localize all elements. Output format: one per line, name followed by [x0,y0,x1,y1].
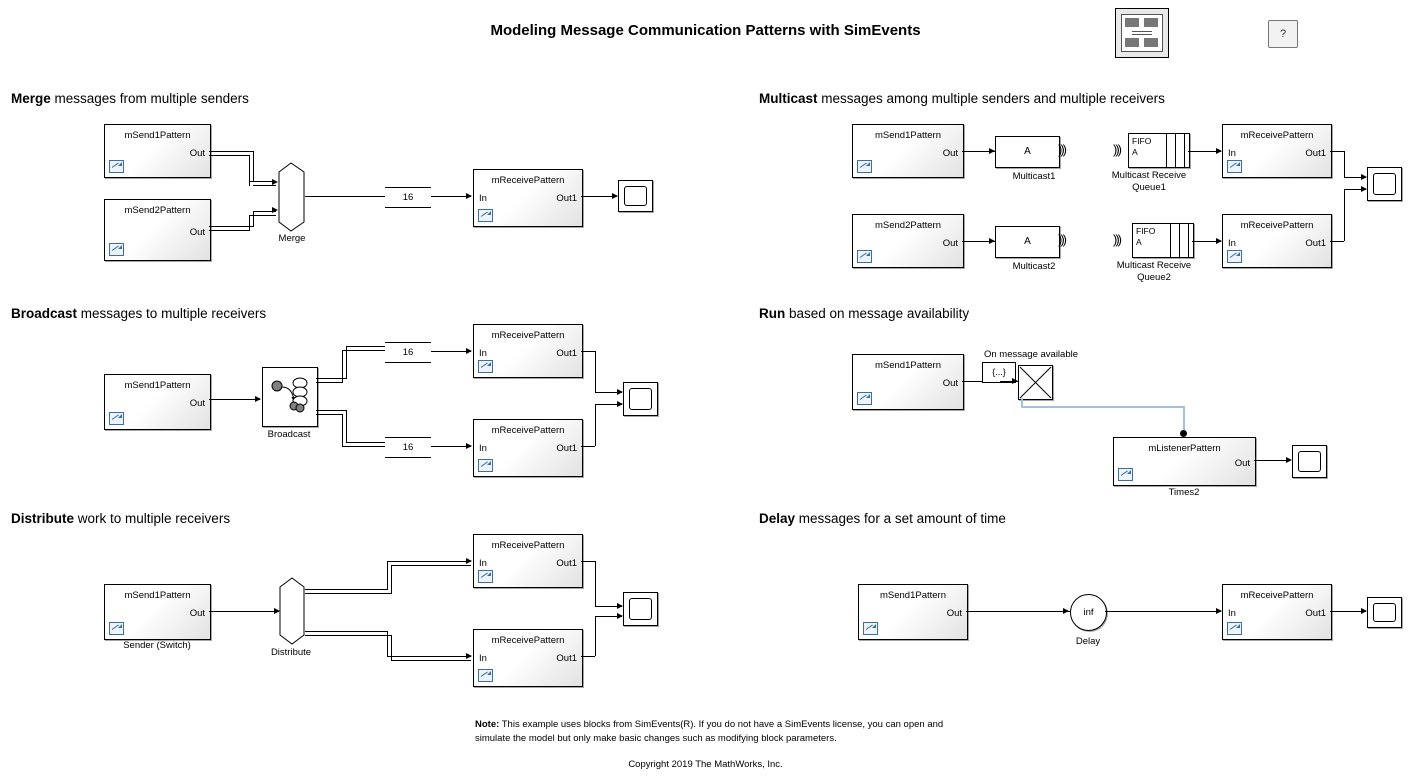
subsystem-icon [863,622,878,635]
block-title: mSend1Pattern [124,590,191,601]
wire-arrow [1063,608,1069,614]
block-multicast1[interactable]: A [995,136,1060,168]
block-port-out1: Out1 [1305,238,1326,249]
subsystem-icon [109,160,124,173]
wire [387,561,388,590]
wire [316,382,342,383]
block-scope-multicast[interactable] [1367,167,1402,201]
block-port-out: Out [189,398,205,409]
wire [249,215,250,231]
wire [581,446,595,447]
wire [305,593,391,594]
queue-mode-label: FIFO [1132,136,1152,146]
block-msend1pattern-broadcast[interactable] [104,374,211,430]
section-heading-distribute-bold: Distribute [11,511,75,526]
wire [342,350,343,383]
multicast-receive-wave-icon: ))) [1113,232,1120,247]
wire [595,561,596,606]
block-title: mSend1Pattern [874,360,941,371]
block-label-multicast1: Multicast1 [1012,171,1056,182]
section-heading-broadcast [11,306,266,321]
subsystem-icon [857,160,872,173]
block-title: mReceivePattern [1240,220,1314,231]
subsystem-icon [478,459,493,472]
wire [1344,151,1345,177]
section-heading-multicast-bold: Multicast [759,91,818,106]
scope-screen [629,598,652,620]
subsystem-icon [1118,468,1133,481]
block-label-queue1-line2: Queue1 [1132,182,1166,193]
wire [581,351,595,352]
model-icon-inner [1121,14,1163,52]
block-port-in: In [1228,608,1236,619]
subsystem-icon [478,669,493,682]
wire-arrow [466,653,472,659]
block-port-out: Out [942,378,958,389]
section-heading-delay-bold: Delay [759,511,796,526]
wire [209,230,249,231]
block-title: mSend1Pattern [124,380,191,391]
block-mreceivepattern-merge[interactable] [473,169,583,227]
block-title: mReceivePattern [491,175,565,186]
block-scope-distribute[interactable] [623,592,658,626]
wire [209,151,253,152]
wire [431,351,471,352]
block-port-out1: Out1 [556,653,577,664]
block-port-in: In [479,558,487,569]
block-scope-broadcast[interactable] [623,382,658,416]
block-merge[interactable] [278,162,305,232]
wire [1330,151,1344,152]
subsystem-icon [1227,160,1242,173]
block-scope-merge[interactable] [618,180,653,212]
wire [1254,460,1290,461]
queue-topic-label: A [1136,237,1142,247]
section-heading-distribute-rest: work to multiple receivers [74,511,231,526]
block-label-times2: Times2 [1168,487,1200,498]
section-heading-merge [11,91,249,106]
scope-screen [624,186,647,206]
block-mreceivepattern-multicast1[interactable] [1222,124,1332,178]
block-mlistenerpattern[interactable] [1113,437,1256,486]
block-port-out: Out [189,227,205,238]
block-msend2pattern-merge[interactable] [104,199,211,261]
section-heading-run-rest: based on message availability [785,306,970,321]
block-entity-terminator[interactable] [1018,365,1053,400]
wire [342,446,385,447]
subsystem-icon [478,570,493,583]
section-heading-delay-rest: messages for a set amount of time [795,511,1006,526]
wire [1344,189,1345,241]
wire [581,656,595,657]
wire [316,414,342,415]
wire-arrow [466,558,472,564]
wire [391,660,471,661]
block-label-queue2-line2: Queue2 [1137,272,1171,283]
block-title: mReceivePattern [491,330,565,341]
wire [595,351,596,392]
wire [342,414,343,446]
scope-screen [629,388,652,410]
wire [387,561,471,562]
wire [387,631,388,656]
section-heading-merge-rest: messages from multiple senders [50,91,249,106]
section-heading-merge-bold: Merge [11,91,51,106]
block-port-in: In [479,653,487,664]
block-title: mReceivePattern [1240,590,1314,601]
multicast-receive-wave-icon: ))) [1113,142,1120,157]
wire [391,565,471,566]
block-label-sender-switch: Sender (Switch) [123,640,191,651]
block-multicast-receive-queue2[interactable] [1132,223,1194,258]
wire [431,446,471,447]
subsystem-icon [109,243,124,256]
wire [1330,241,1344,242]
subsystem-icon [857,392,872,405]
wire [305,631,387,632]
block-multicast-receive-queue1[interactable] [1128,133,1190,168]
block-mreceivepattern-broadcast2[interactable] [473,419,583,477]
block-port-in: In [479,348,487,359]
block-title: mSend1Pattern [124,130,191,141]
simulink-model-icon[interactable] [1115,8,1169,58]
block-label-broadcast: Broadcast [267,429,311,440]
scope-screen [1373,603,1396,622]
multicast-wave-icon: ))) [1058,232,1065,247]
block-port-in: In [479,443,487,454]
wire [342,350,385,351]
block-port-out: Out [946,608,962,619]
subsystem-icon [1227,250,1242,263]
block-scope-run[interactable] [1292,445,1327,478]
subsystem-icon [109,412,124,425]
block-port-out: Out [189,608,205,619]
wire [305,589,387,590]
queue-topic-label: A [1132,147,1138,157]
wire [595,404,596,446]
subsystem-icon [1227,622,1242,635]
multicast-wave-icon: ))) [1058,142,1065,157]
wire [209,155,249,156]
wire [581,561,595,562]
copyright-text: Copyright 2019 The MathWorks, Inc. [628,759,783,770]
section-heading-broadcast-bold: Broadcast [11,306,78,321]
block-msend2pattern-multicast[interactable] [852,214,964,268]
block-label-merge: Merge [278,233,306,244]
queue-mode-label: FIFO [1136,226,1156,236]
help-icon[interactable]: ? [1268,20,1298,48]
wire [346,346,385,347]
section-heading-delay [759,511,1006,526]
block-msend1pattern-run[interactable] [852,354,964,410]
block-title: mSend1Pattern [879,590,946,601]
block-port-out1: Out1 [1305,608,1326,619]
block-label-delay: Delay [1075,636,1101,647]
wire [253,211,254,227]
block-title: mReceivePattern [491,540,565,551]
block-label-multicast2: Multicast2 [1012,261,1056,272]
wire [209,399,260,400]
block-label-queue2-line1: Multicast Receive [1116,260,1192,271]
wire [316,410,346,411]
wire [966,611,1070,612]
block-mreceivepattern-multicast2[interactable] [1222,214,1332,268]
wire [1105,611,1221,612]
wire [391,565,392,594]
block-port-in: In [479,193,487,204]
block-msend1pattern-delay[interactable] [858,584,968,640]
wire [431,196,471,197]
block-port-in: In [1228,148,1236,159]
block-title: mReceivePattern [491,425,565,436]
block-msend1pattern-multicast[interactable] [852,124,964,178]
block-port-out1: Out1 [556,348,577,359]
event-line-terminal [1180,430,1187,437]
wire [962,381,982,382]
section-heading-multicast [759,91,1165,106]
block-mreceivepattern-delay[interactable] [1222,584,1332,640]
wire [249,215,276,216]
wire [346,442,385,443]
wire [209,611,279,612]
block-title: mSend2Pattern [874,220,941,231]
note-body: This example uses blocks from SimEvents(R). If you do not have a SimEvents license, you can open and simulate the model but only make basic changes such as modifying block parameters. [475,719,944,744]
block-gain-broadcast-2[interactable]: 16 [385,437,431,458]
wire-arrow [466,443,472,449]
block-title: mSend2Pattern [124,205,191,216]
wire-arrow [255,396,261,402]
page-title: Modeling Message Communication Patterns with SimEvents [490,22,921,39]
block-msend1pattern-merge[interactable] [104,124,211,178]
block-msend1pattern-distribute[interactable] [104,584,211,640]
block-port-out1: Out1 [1305,148,1326,159]
block-broadcast[interactable] [262,367,318,427]
wire [387,656,471,657]
block-port-out1: Out1 [556,558,577,569]
block-port-out: Out [1234,458,1250,469]
wire-arrow [466,348,472,354]
subsystem-icon [478,209,493,222]
block-port-in: In [1228,238,1236,249]
block-port-out1: Out1 [556,193,577,204]
wire [253,185,276,186]
scope-screen [1298,451,1321,472]
block-mreceivepattern-broadcast1[interactable] [473,324,583,378]
section-heading-run-bold: Run [759,306,786,321]
section-heading-multicast-rest: messages among multiple senders and multiple receivers [817,91,1165,106]
block-title: mListenerPattern [1148,443,1221,454]
block-gain-merge[interactable]: 16 [385,187,431,208]
block-title: mReceivePattern [1240,130,1314,141]
subsystem-icon [857,250,872,263]
event-line [1021,406,1185,408]
subsystem-icon [109,622,124,635]
section-heading-broadcast-rest: messages to multiple receivers [77,306,267,321]
block-delay[interactable]: inf [1070,594,1107,631]
section-heading-run [759,306,969,321]
wire [305,196,385,197]
block-gain-broadcast-1[interactable]: 16 [385,342,431,363]
subsystem-icon [478,360,493,373]
wire [346,410,347,442]
block-port-out: Out [189,148,205,159]
wire [253,151,254,182]
wire-arrow [466,193,472,199]
note-bold: Note: [475,719,500,730]
scope-screen [1373,173,1396,195]
wire [209,226,253,227]
block-multicast2[interactable]: A [995,226,1060,258]
block-distribute[interactable] [279,577,305,645]
block-scope-delay[interactable] [1367,597,1402,628]
block-port-out: Out [942,148,958,159]
section-heading-distribute [11,511,230,526]
annotation-on-message-available: On message available [984,349,1078,360]
block-label-queue1-line1: Multicast Receive [1111,170,1187,181]
block-label-distribute: Distribute [270,647,312,658]
wire [305,635,391,636]
block-function-call[interactable]: {...} [982,362,1016,383]
note-text [475,718,975,745]
block-port-out: Out [942,238,958,249]
block-title: mSend1Pattern [874,130,941,141]
block-port-out1: Out1 [556,443,577,454]
block-mreceivepattern-distribute1[interactable] [473,534,583,588]
block-mreceivepattern-distribute2[interactable] [473,629,583,687]
block-title: mReceivePattern [491,635,565,646]
wire [595,616,596,656]
